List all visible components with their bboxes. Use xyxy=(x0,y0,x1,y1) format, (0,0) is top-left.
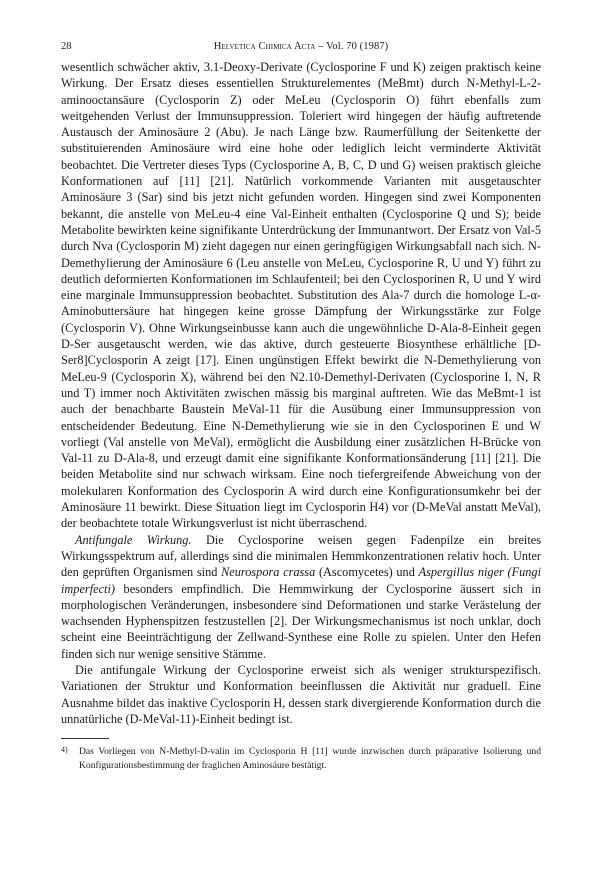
journal-title xyxy=(61,40,541,54)
species-neurospora: Neurospora crassa xyxy=(221,565,316,580)
body-text xyxy=(61,59,541,727)
running-head xyxy=(61,40,541,54)
footnote-mark: 4) xyxy=(61,745,68,755)
species-aspergillus: Aspergillus niger (Fungi imperfecti) xyxy=(61,565,541,596)
page-number: 28 xyxy=(61,41,72,52)
paragraph-2-text-b: (Ascomycetes) und xyxy=(315,565,419,580)
footnote-text: Das Vorliegen von N-Methyl-D-valin im Cyclosporin H [11] wurde inzwischen durch präparative Isolierung und Konfigurationsbestimmung der fraglichen Aminosäure bestätigt. xyxy=(79,746,541,771)
footnote-rule xyxy=(61,738,109,739)
journal-volume: – Vol. 70 (1987) xyxy=(318,41,389,52)
footnote xyxy=(61,745,541,772)
paragraph-1: wesentlich schwächer aktiv, 3.1-Deoxy-Derivate (Cyclosporine F und K) zeigen praktisch keine Wirkung. Der Ersatz dieses essentiellen Strukturelementes (MeBmt) durch N-Methyl-L-2-aminooctansäure (Cyclosporin Z) oder MeLeu (Cyclosporin O) führt ebenfalls zum weitgehenden Verlust der Immunsuppression. Toleriert wird hingegen der häufig auftretende Austausch der Aminosäure 2 (Abu). Je nach Länge bzw. Raumerfüllung der Seitenkette der substituierenden Aminosäure wird eine hohe oder lediglich leicht verminderte Aktivität beobachtet. Die Vertreter dieses Typs (Cyclosporine A, B, C, D und G) weisen praktisch gleiche Konformationen auf [11] [21]. Natürlich vorkommende Varianten mit ausgetauschter Aminosäure 3 (Sar) sind bis jetzt nicht gefunden worden. Hingegen sind zwei Komponenten bekannt, die anstelle von MeLeu-4 eine Val-Einheit enthalten (Cyclosporine Q und S); beide Metabolite bewirkten keine signifikante Unterdrückung der Immunantwort. Der Ersatz von Val-5 durch Nva (Cyclosporin M) zieht dagegen nur einen geringfügigen Wirkungsabfall nach sich. N-Demethylierung der Aminosäure 6 (Leu anstelle von MeLeu, Cyclosporine R, U und Y) führt zu deutlich deformierten Konformationen im Schlaufenteil; bei den Cyclosporinen R, U und Y wird eine marginale Immunsuppression beobachtet. Substitution des Ala-7 durch die homologe L-α-Aminobuttersäure hat hingegen keine grosse Dämpfung der Wirkungsstärke zur Folge (Cyclosporin V). Ohne Wirkungseinbusse kann auch die ungewöhnliche D-Ala-8-Einheit gegen D-Ser ausgetauscht werden, wie das aktive, durch gesteuerte Biosynthese erhältliche [D-Ser8]Cyclosporin A zeigt [17]. Einen ungünstigen Effekt bewirkt die N-Demethylierung von MeLeu-9 (Cyclosporin X), während bei den N2.10-Demethyl-Derivaten (Cyclosporine I, N, R und T) immer noch Aktivitäten zwischen mässig bis marginal auftreten. Wie das MeBmt-1 ist auch der benachbarte Baustein MeVal-11 für die Ausübung einer Immunsuppression von entscheidender Bedeutung. Eine N-Demethylierung wie sie in den Cyclosporinen E und W vorliegt (Val anstelle von MeVal), ermöglicht die Ausbildung einer zusätzlichen H-Brücke von Val-11 zu D-Ala-8, und erzeugt damit eine signifikante Konformationsänderung [11] [21]. Die beiden Metabolite sind nur schwach wirksam. Eine noch tiefergreifende Abweichung von der molekularen Konformation des Cyclosporin A wird durch eine Konfigurationsumkehr bei der Aminosäure 11 bewirkt. Diese Situation liegt im Cyclosporin H4) vor (D-MeVal anstatt MeVal), der beobachtete totale Wirkungsverlust ist nicht überraschend. xyxy=(61,60,541,531)
paragraph-2 xyxy=(61,532,541,662)
paragraph-2-text-c: besonders empfindlich. Die Hemmwirkung der Cyclosporine äussert sich in morphologischen Veränderungen, insbesondere sind Deformationen und starke Verästelung der wachsenden Hyphenspitzen festzustellen [2]. Der Wirkungsmechanismus ist noch unklar, doch scheint eine Beeinträchtigung der Zellwand-Synthese eine Rolle zu spielen. Unter den Hefen finden sich nur wenige sensitive Stämme. xyxy=(61,581,541,661)
journal-name: Helvetica Chimica Acta xyxy=(213,41,316,52)
section-heading-antifungal: Antifungale Wirkung. xyxy=(75,532,192,547)
paragraph-2-text-a: Die Cyclosporine weisen gegen Fadenpilze ein breites Wirkungsspektrum auf, allerdings sind die minimalen Hemmkonzentrationen relativ hoch. Unter den geprüften Organismen sind xyxy=(61,532,542,580)
paper-page xyxy=(61,40,541,772)
paragraph-3: Die antifungale Wirkung der Cyclosporine erweist sich als weniger strukturspezifisch. Variationen der Struktur und Konformation beeinflussen die Aktivität nur graduell. Eine Ausnahme bildet das inaktive Cyclosporin H, dessen stark divergierende Konformation durch die unnatürliche (D-MeVal-11)-Einheit bedingt ist. xyxy=(61,662,541,726)
